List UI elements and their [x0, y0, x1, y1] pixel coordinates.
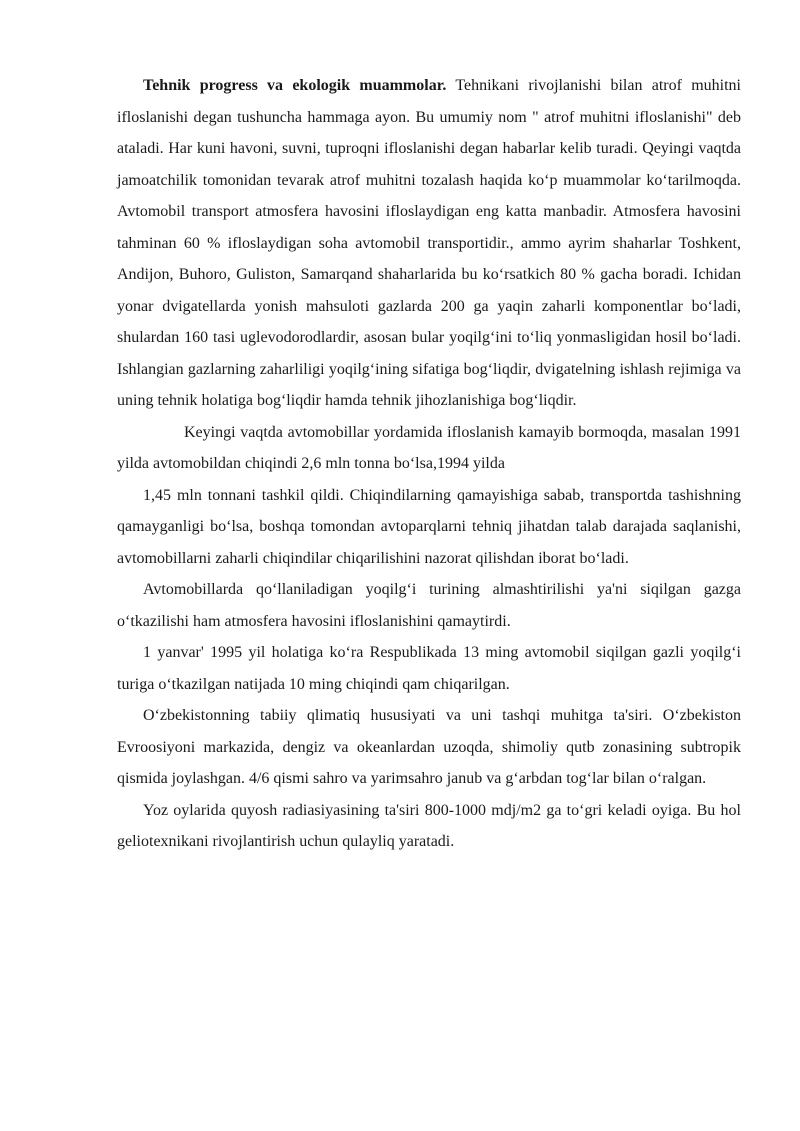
paragraph-gas-vehicles: 1 yanvar' 1995 yil holatiga ko‘ra Respublikada 13 ming avtomobil siqilgan gazli yoqilg‘i turiga o‘tkazilgan natijada 10 ming chiqindi qam chiqarilgan.	[117, 644, 741, 693]
document-page	[117, 70, 741, 858]
paragraph-intro	[117, 70, 741, 417]
paragraph-emissions-decrease: Keyingi vaqtda avtomobillar yordamida ifloslanish kamayib bormoqda, masalan 1991 yilda avtomobildan chiqindi 2,6 mln tonna bo‘lsa,1994 yilda	[117, 423, 741, 472]
paragraph-emissions-reasons: 1,45 mln tonnani tashkil qildi. Chiqindilarning qamayishiga sabab, transportda tashishning qamayganligi bo‘lsa, boshqa tomondan avtoparqlarni tehniq jihatdan talab darajada saqlanishi, avtomobillarni zaharli chiqindilar chiqarilishini nazorat qilishdan iborat bo‘ladi.	[117, 486, 741, 567]
paragraph-fuel-switch: Avtomobillarda qo‘llaniladigan yoqilg‘i turining almashtirilishi ya'ni siqilgan gazga o‘tkazilishi ham atmosfera havosini ifloslanishini qamaytirdi.	[117, 581, 741, 630]
section-heading: Tehnik progress va ekologik muammolar.	[143, 77, 447, 94]
paragraph-solar-radiation: Yoz oylarida quyosh radiasiyasining ta'siri 800-1000 mdj/m2 ga to‘gri keladi oyiga. Bu hol geliotexnikani rivojlantirish uchun qulayliq yaratadi.	[117, 801, 741, 850]
paragraph-climate: O‘zbekistonning tabiiy qlimatiq hususiyati va uni tashqi muhitga ta'siri. O‘zbekiston Evroosiyoni markazida, dengiz va okeanlardan uzoqda, shimoliy qutb zonasining subtropik qismida joylashgan. 4/6 qismi sahro va yarimsahro janub va g‘arbdan tog‘lar bilan o‘ralgan.	[117, 707, 741, 787]
paragraph-text: Tehnikani rivojlanishi bilan atrof muhitni ifloslanishi degan tushuncha hammaga ayon. Bu umumiy nom " atrof muhitni ifloslanishi" deb ataladi. Har kuni havoni, suvni, tuproqni ifloslanishi degan habarlar kelib turadi. Qeyingi vaqtda jamoatchilik tomonidan tevarak atrof muhitni tozalash haqida ko‘p muammolar ko‘tarilmoqda. Avtomobil transport atmosfera havosini ifloslaydigan eng katta manbadir. Atmosfera havosini tahminan 60 % ifloslaydigan soha avtomobil transportidir., ammo ayrim shaharlar Toshkent, Andijon, Buhoro, Guliston, Samarqand shaharlarida bu ko‘rsatkich 80 % gacha boradi. Ichidan yonar dvigatellarda yonish mahsuloti gazlarda 200 ga yaqin zaharli komponentlar bo‘ladi, shulardan 160 tasi uglevodorodlardir, asosan bular yoqilg‘ini to‘liq yonmasligidan hosil bo‘ladi. Ishlangian gazlarning zaharliligi yoqilg‘ining sifatiga bog‘liqdir, dvigatelning ishlash rejimiga va uning tehnik holatiga bog‘liqdir hamda tehnik jihozlanishiga bog‘liqdir.	[117, 77, 741, 409]
